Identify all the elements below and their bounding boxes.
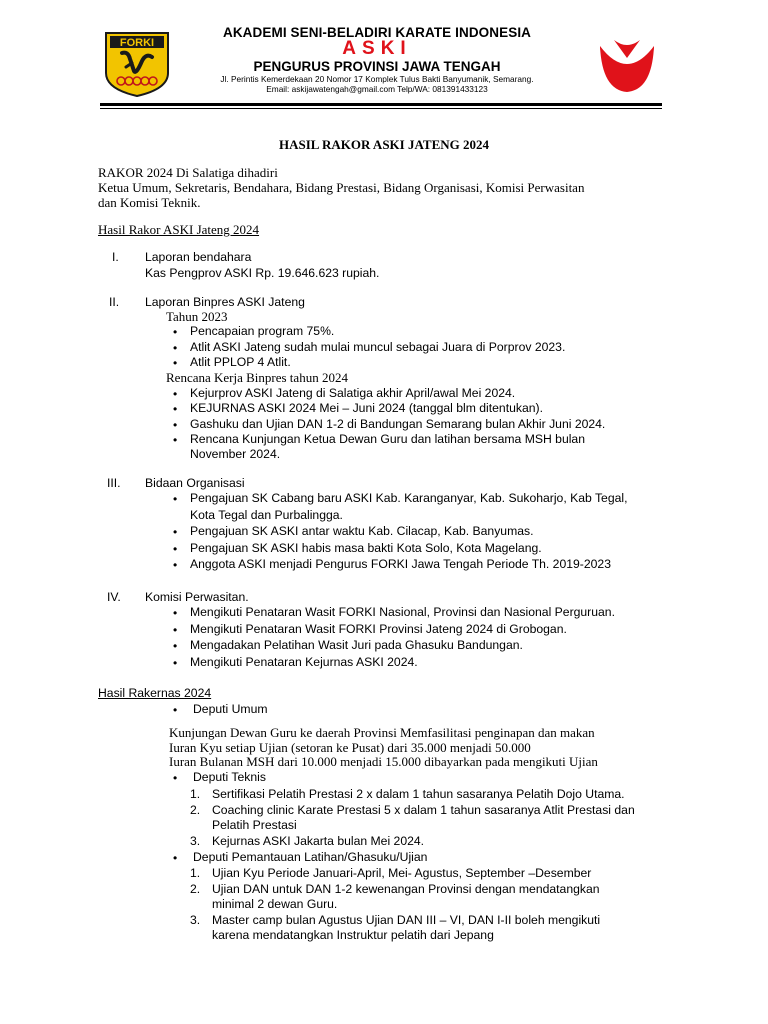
bullet-icon: •	[173, 703, 178, 717]
intro-line: dan Komisi Teknik.	[98, 195, 201, 210]
subheading: Tahun 2023	[166, 309, 228, 324]
deputy-line: Iuran Kyu setiap Ujian (setoran ke Pusat) dari 35.000 menjadi 50.000	[169, 740, 531, 755]
deputy-line: Kunjungan Dewan Guru ke daerah Provinsi Memfasilitasi penginapan dan makan	[169, 725, 595, 740]
numbered-item: Coaching clinic Karate Prestasi 5 x dalam 1 tahun sasaranya Atlit Prestasi dan	[212, 803, 635, 817]
list-number: 2.	[190, 803, 201, 817]
list-item: Pengajuan SK ASKI habis masa bakti Kota Solo, Kota Magelang.	[190, 541, 542, 555]
deputy-title: Deputi Pemantauan Latihan/Ghasuku/Ujian	[193, 850, 428, 864]
org-province: PENGURUS PROVINSI JAWA TENGAH	[253, 59, 501, 74]
list-item: Atlit PPLOP 4 Atlit.	[190, 355, 291, 369]
section-title: Bidaan Organisasi	[145, 476, 245, 490]
bullet-icon: •	[173, 387, 178, 401]
numbered-item: Sertifikasi Pelatih Prestasi 2 x dalam 1 tahun sasaranya Pelatih Dojo Utama.	[212, 787, 625, 801]
numbered-item: Kejurnas ASKI Jakarta bulan Mei 2024.	[212, 834, 425, 848]
intro-line: Ketua Umum, Sekretaris, Bendahara, Bidang Prestasi, Bidang Organisasi, Komisi Perwasitan	[98, 180, 585, 195]
section-number: II.	[109, 295, 120, 309]
section-text: Kas Pengprov ASKI Rp. 19.646.623 rupiah.	[145, 266, 380, 280]
bullet-icon: •	[173, 492, 178, 506]
numbered-item-continued: minimal 2 dewan Guru.	[212, 897, 338, 911]
org-name: AKADEMI SENI-BELADIRI KARATE INDONESIA	[222, 25, 532, 40]
bullet-icon: •	[173, 356, 178, 370]
doc-title: HASIL RAKOR ASKI JATENG 2024	[279, 137, 489, 152]
org-address: Jl. Perintis Kemerdekaan 20 Nomor 17 Komplek Tulus Bakti Banyumanik, Semarang.	[220, 74, 534, 84]
section-heading: Hasil Rakor ASKI Jateng 2024	[98, 222, 260, 237]
subheading: Rencana Kerja Binpres tahun 2024	[166, 370, 348, 385]
bullet-icon: •	[173, 656, 178, 670]
numbered-item-continued: Pelatih Prestasi	[212, 818, 297, 832]
numbered-item: Ujian DAN untuk DAN 1-2 kewenangan Provinsi dengan mendatangkan	[212, 882, 600, 896]
deputy-title: Deputi Umum	[193, 702, 268, 716]
bullet-icon: •	[173, 341, 178, 355]
header-rule-thin	[100, 108, 662, 109]
list-item: KEJURNAS ASKI 2024 Mei – Juni 2024 (tanggal blm ditentukan).	[190, 401, 543, 415]
bullet-icon: •	[173, 851, 178, 865]
list-item: Kejurprov ASKI Jateng di Salatiga akhir April/awal Mei 2024.	[190, 386, 516, 400]
list-item: Pengajuan SK Cabang baru ASKI Kab. Karanganyar, Kab. Sukoharjo, Kab Tegal,	[190, 491, 628, 505]
numbered-item: Master camp bulan Agustus Ujian DAN III – VI, DAN I-II boleh mengikuti	[212, 913, 601, 927]
bullet-icon: •	[173, 525, 178, 539]
list-number: 2.	[190, 882, 201, 896]
list-item: Pencapaian program 75%.	[190, 324, 335, 338]
bullet-icon: •	[173, 558, 178, 572]
logo-text: FORKI	[119, 37, 155, 49]
list-item: Mengikuti Penataran Wasit FORKI Provinsi Jateng 2024 di Grobogan.	[190, 622, 567, 636]
rakernas-heading: Hasil Rakernas 2024	[98, 686, 212, 700]
numbered-item: Ujian Kyu Periode Januari-April, Mei- Agustus, September –Desember	[212, 866, 592, 880]
numbered-item-continued: karena mendatangkan Instruktur pelatih dari Jepang	[212, 928, 494, 942]
list-item: Mengikuti Penataran Kejurnas ASKI 2024.	[190, 655, 418, 669]
list-item: Gashuku dan Ujian DAN 1-2 di Bandungan Semarang bulan Akhir Juni 2024.	[190, 417, 606, 431]
bullet-icon: •	[173, 325, 178, 339]
section-title: Laporan Binpres ASKI Jateng	[145, 295, 305, 309]
bullet-icon: •	[173, 542, 178, 556]
header-rule	[100, 103, 662, 106]
bullet-icon: •	[173, 606, 178, 620]
bullet-icon: •	[173, 418, 178, 432]
list-item: Atlit ASKI Jateng sudah mulai muncul sebagai Juara di Porprov 2023.	[190, 340, 566, 354]
deputy-title: Deputi Teknis	[193, 770, 266, 784]
bullet-icon: •	[173, 433, 178, 447]
list-number: 3.	[190, 834, 201, 848]
bullet-icon: •	[173, 402, 178, 416]
forki-logo	[104, 31, 170, 97]
list-number: 1.	[190, 866, 201, 880]
list-item: Anggota ASKI menjadi Pengurus FORKI Jawa Tengah Periode Th. 2019-2023	[190, 557, 611, 571]
section-number: IV.	[107, 590, 121, 604]
bullet-icon: •	[173, 771, 178, 785]
list-item: Rencana Kunjungan Ketua Dewan Guru dan latihan bersama MSH bulan	[190, 432, 585, 446]
list-number: 3.	[190, 913, 201, 927]
org-acronym: ASKI	[342, 38, 412, 59]
section-title: Laporan bendahara	[145, 250, 252, 264]
list-item-continued: November 2024.	[190, 447, 281, 461]
list-item: Mengadakan Pelatihan Wasit Juri pada Ghasuku Bandungan.	[190, 638, 523, 652]
section-title: Komisi Perwasitan.	[145, 590, 249, 604]
list-item: Pengajuan SK ASKI antar waktu Kab. Cilacap, Kab. Banyumas.	[190, 524, 534, 538]
intro-line: RAKOR 2024 Di Salatiga dihadiri	[98, 165, 278, 180]
list-item: Mengikuti Penataran Wasit FORKI Nasional, Provinsi dan Nasional Perguruan.	[190, 605, 615, 619]
org-contact: Email: askijawatengah@gmail.com Telp/WA: 081391433123	[266, 84, 488, 94]
section-number: I.	[112, 250, 119, 264]
list-item-continued: Kota Tegal dan Purbalingga.	[190, 508, 343, 522]
deputy-line: Iuran Bulanan MSH dari 10.000 menjadi 15.000 dibayarkan pada mengikuti Ujian	[169, 754, 598, 769]
section-number: III.	[107, 476, 121, 490]
list-number: 1.	[190, 787, 201, 801]
aski-logo	[594, 36, 660, 96]
bullet-icon: •	[173, 639, 178, 653]
bullet-icon: •	[173, 623, 178, 637]
